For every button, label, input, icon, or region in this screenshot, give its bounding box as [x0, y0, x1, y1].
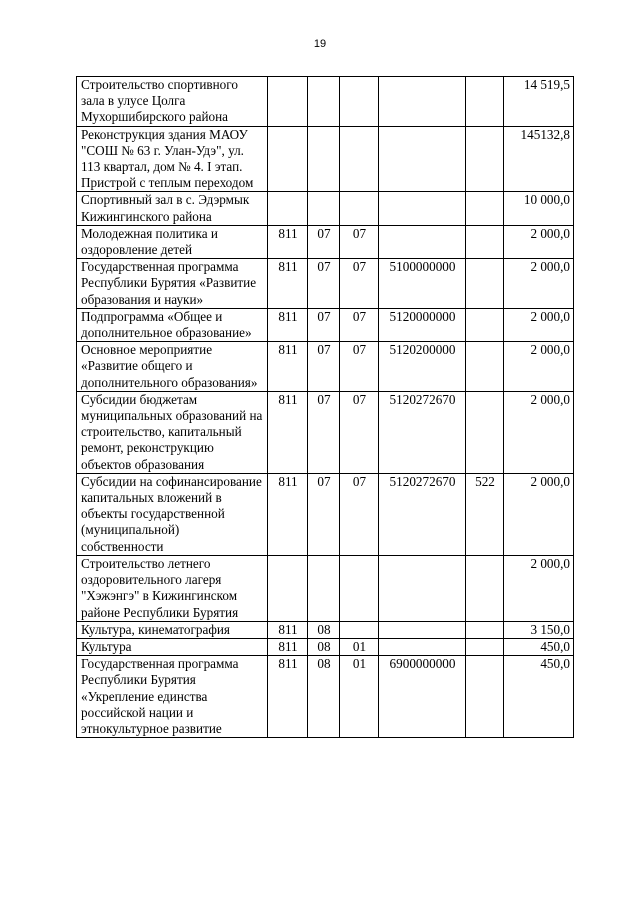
cell-amount: 2 000,0	[504, 555, 574, 621]
cell-amount: 3 150,0	[504, 621, 574, 638]
cell-name: Субсидии бюджетам муниципальных образований на строительство, капитальный ремонт, реконструкцию объектов образования	[77, 391, 268, 473]
cell-subsection-code	[340, 126, 379, 192]
cell-subsection-code: 07	[340, 342, 379, 392]
cell-subsection-code: 01	[340, 656, 379, 738]
cell-amount: 450,0	[504, 638, 574, 655]
cell-name: Спортивный зал в с. Эдэрмык Кижингинского района	[77, 192, 268, 225]
cell-expense-type: 522	[466, 473, 504, 555]
cell-subsection-code: 01	[340, 638, 379, 655]
cell-expense-type	[466, 126, 504, 192]
cell-section-code: 07	[308, 259, 340, 309]
cell-section-code	[308, 77, 340, 127]
cell-section-code: 07	[308, 308, 340, 341]
cell-amount: 2 000,0	[504, 308, 574, 341]
cell-ministry-code	[268, 126, 308, 192]
cell-amount: 145132,8	[504, 126, 574, 192]
cell-section-code: 08	[308, 638, 340, 655]
cell-amount: 2 000,0	[504, 473, 574, 555]
cell-expense-type	[466, 391, 504, 473]
table-row	[77, 473, 574, 555]
cell-name: Культура	[77, 638, 268, 655]
cell-name: Молодежная политика и оздоровление детей	[77, 225, 268, 258]
cell-name: Субсидии на софинансирование капитальных вложений в объекты государственной (муниципальной) собственности	[77, 473, 268, 555]
cell-ministry-code: 811	[268, 308, 308, 341]
cell-target-article	[379, 225, 466, 258]
cell-amount: 14 519,5	[504, 77, 574, 127]
table-row	[77, 259, 574, 309]
cell-ministry-code	[268, 555, 308, 621]
cell-expense-type	[466, 77, 504, 127]
cell-section-code: 07	[308, 391, 340, 473]
table-row	[77, 126, 574, 192]
cell-section-code: 07	[308, 473, 340, 555]
cell-name: Культура, кинематография	[77, 621, 268, 638]
cell-target-article	[379, 555, 466, 621]
cell-amount: 2 000,0	[504, 391, 574, 473]
table-row	[77, 342, 574, 392]
cell-ministry-code: 811	[268, 259, 308, 309]
cell-amount: 10 000,0	[504, 192, 574, 225]
cell-ministry-code: 811	[268, 656, 308, 738]
cell-ministry-code: 811	[268, 621, 308, 638]
cell-target-article	[379, 192, 466, 225]
cell-section-code	[308, 126, 340, 192]
table-row	[77, 77, 574, 127]
cell-expense-type	[466, 621, 504, 638]
cell-target-article: 5120000000	[379, 308, 466, 341]
cell-target-article	[379, 77, 466, 127]
cell-expense-type	[466, 638, 504, 655]
cell-subsection-code	[340, 621, 379, 638]
cell-name: Государственная программа Республики Бурятия «Укрепление единства российской нации и этнокультурное развитие	[77, 656, 268, 738]
cell-expense-type	[466, 342, 504, 392]
table-row	[77, 656, 574, 738]
cell-section-code	[308, 555, 340, 621]
table-row	[77, 192, 574, 225]
table-row	[77, 225, 574, 258]
budget-table	[76, 76, 574, 738]
cell-subsection-code: 07	[340, 259, 379, 309]
cell-target-article	[379, 126, 466, 192]
cell-name: Основное мероприятие «Развитие общего и дополнительного образования»	[77, 342, 268, 392]
cell-section-code	[308, 192, 340, 225]
cell-section-code: 07	[308, 342, 340, 392]
cell-section-code: 08	[308, 621, 340, 638]
cell-name: Государственная программа Республики Бурятия «Развитие образования и науки»	[77, 259, 268, 309]
cell-expense-type	[466, 192, 504, 225]
cell-subsection-code	[340, 192, 379, 225]
cell-ministry-code	[268, 192, 308, 225]
table-body	[77, 77, 574, 738]
table-row	[77, 621, 574, 638]
table-row	[77, 555, 574, 621]
cell-expense-type	[466, 555, 504, 621]
cell-subsection-code: 07	[340, 225, 379, 258]
cell-expense-type	[466, 308, 504, 341]
cell-subsection-code: 07	[340, 308, 379, 341]
cell-subsection-code: 07	[340, 473, 379, 555]
cell-ministry-code: 811	[268, 638, 308, 655]
cell-target-article	[379, 638, 466, 655]
table-row	[77, 308, 574, 341]
cell-amount: 450,0	[504, 656, 574, 738]
cell-name: Подпрограмма «Общее и дополнительное образование»	[77, 308, 268, 341]
cell-ministry-code	[268, 77, 308, 127]
cell-amount: 2 000,0	[504, 259, 574, 309]
cell-target-article	[379, 621, 466, 638]
table-row	[77, 391, 574, 473]
cell-section-code: 07	[308, 225, 340, 258]
cell-ministry-code: 811	[268, 225, 308, 258]
cell-ministry-code: 811	[268, 391, 308, 473]
cell-target-article: 5120272670	[379, 473, 466, 555]
cell-target-article: 5120200000	[379, 342, 466, 392]
cell-subsection-code	[340, 555, 379, 621]
cell-amount: 2 000,0	[504, 342, 574, 392]
cell-amount: 2 000,0	[504, 225, 574, 258]
cell-section-code: 08	[308, 656, 340, 738]
cell-target-article: 5120272670	[379, 391, 466, 473]
cell-target-article: 6900000000	[379, 656, 466, 738]
cell-expense-type	[466, 225, 504, 258]
cell-subsection-code	[340, 77, 379, 127]
cell-subsection-code: 07	[340, 391, 379, 473]
cell-name: Реконструкция здания МАОУ "СОШ № 63 г. Улан-Удэ", ул. 113 квартал, дом № 4. I этап. Пристрой с теплым переходом	[77, 126, 268, 192]
cell-expense-type	[466, 656, 504, 738]
cell-target-article: 5100000000	[379, 259, 466, 309]
cell-ministry-code: 811	[268, 342, 308, 392]
cell-ministry-code: 811	[268, 473, 308, 555]
cell-name: Строительство летнего оздоровительного лагеря "Хэжэнгэ" в Кижингинском районе Республики Бурятия	[77, 555, 268, 621]
table-row	[77, 638, 574, 655]
page-number: 19	[313, 38, 327, 50]
cell-name: Строительство спортивного зала в улусе Цолга Мухоршибирского района	[77, 77, 268, 127]
cell-expense-type	[466, 259, 504, 309]
